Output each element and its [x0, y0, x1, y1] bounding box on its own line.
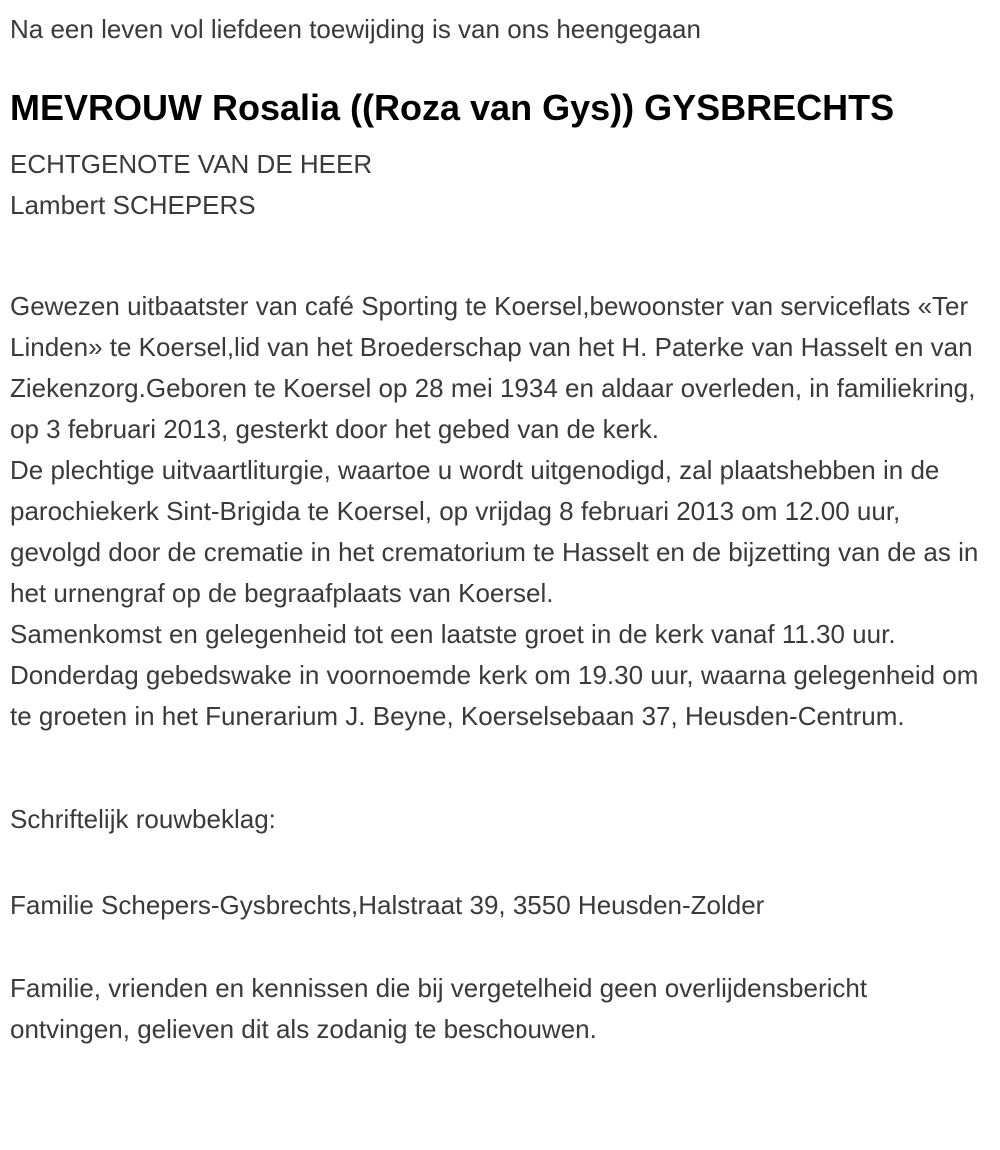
condolence-label: Schriftelijk rouwbeklag: — [10, 804, 276, 834]
intro-line: Na een leven vol liefdeen toewijding is van ons heengegaan — [10, 14, 701, 44]
spouse-name: Lambert SCHEPERS — [10, 190, 256, 220]
closing-note: Familie, vrienden en kennissen die bij vergetelheid geen overlijdensbericht ontvingen, gelieven dit als zodanig te beschouwen. — [10, 973, 868, 1044]
spouse-label: ECHTGENOTE VAN DE HEER — [10, 149, 373, 179]
paragraph-wake: Donderdag gebedswake in voornoemde kerk om 19.30 uur, waarna gelegenheid om te groeten in het Funerarium J. Beyne, Koerselsebaan 37, Heusden-Centrum. — [10, 660, 979, 731]
paragraph-funeral-service: De plechtige uitvaartliturgie, waartoe u wordt uitgenodigd, zal plaatshebben in de parochiekerk Sint-Brigida te Koersel, op vrijdag 8 februari 2013 om 12.00 uur, gevolgd door de crematie in het crematorium te Hasselt en de bijzetting van de as in het urnengraf op de begraafplaats van Koersel. — [10, 455, 979, 608]
paragraph-biography: Gewezen uitbaatster van café Sporting te Koersel,bewoonster van serviceflats «Ter Linden» te Koersel,lid van het Broederschap van het H. Paterke van Hasselt en van Ziekenzorg.Geboren te Koersel op 28 mei 1934 en aldaar overleden, in familiekring, op 3 februari 2013, gesterkt door het gebed van de kerk. — [10, 291, 976, 444]
paragraph-gathering: Samenkomst en gelegenheid tot een laatste groet in de kerk vanaf 11.30 uur. — [10, 619, 896, 649]
family-address-line: Familie Schepers-Gysbrechts,Halstraat 39, 3550 Heusden-Zolder — [10, 890, 765, 920]
spouse-block — [10, 144, 986, 226]
deceased-name-heading: MEVROUW Rosalia ((Roza van Gys)) GYSBRECHTS — [10, 87, 895, 128]
announcement-body — [10, 286, 986, 737]
